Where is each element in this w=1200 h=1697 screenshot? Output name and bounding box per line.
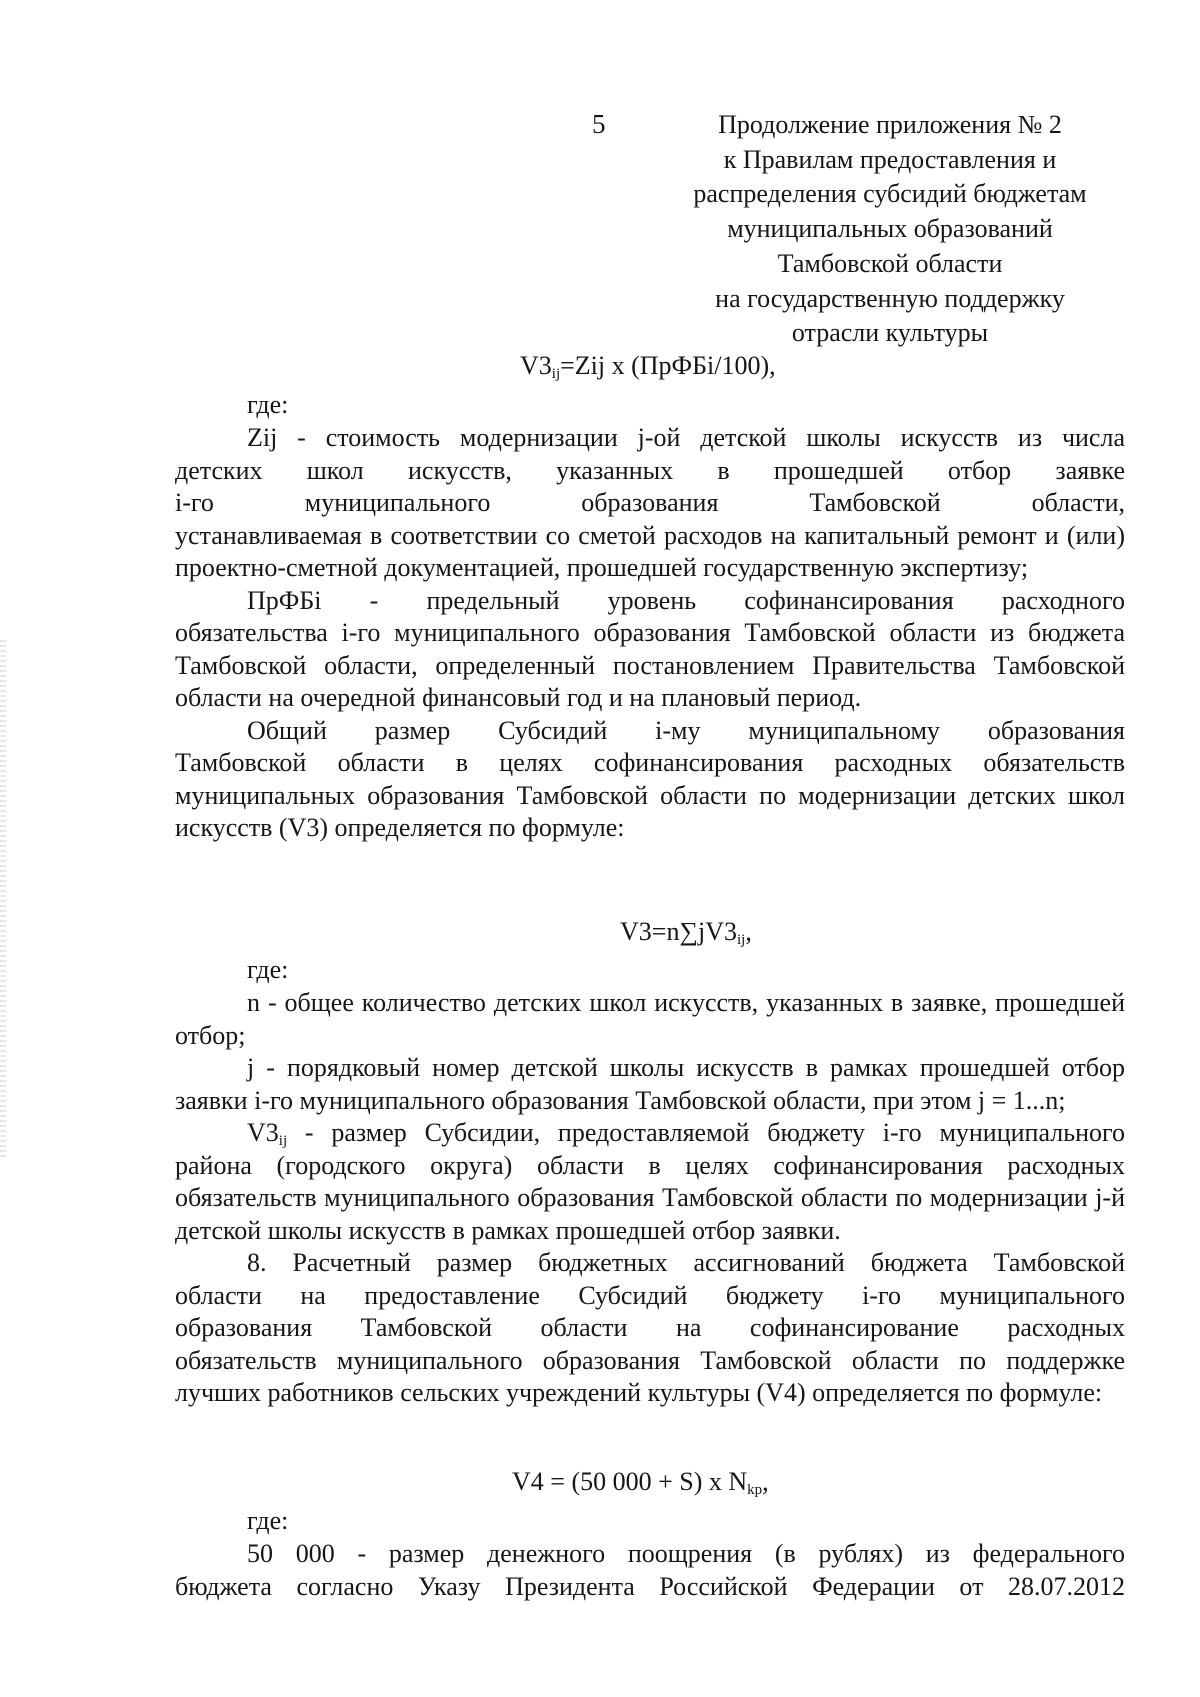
v3ij-subscript: ij [278,1133,288,1149]
zij-definition-line: Zij - стоимость модернизации j-ой детской школы искусств из числа [247,423,1125,452]
formula-v4-text: V4 = (50 000 + S) x N [512,1467,748,1496]
annex-header-line: отрасли культуры [791,318,989,348]
j-definition: j - порядковый номер детской школы искусств в рамках прошедшей отбор заявки i-го муниципального образования Тамбовской области, при этом j = 1...n; [175,1053,1125,1115]
prfbi-definition-line: ПрФБi - предельный уровень софинансирования расходного [247,585,1125,615]
definitions-block-1 [175,422,1125,845]
scan-edge-artifact [0,640,6,1160]
formula-v3-tail: , [745,917,752,946]
item-8-line: области на предоставление Субсидий бюджету i-го муниципального [175,1280,1125,1310]
item-8-line: 8. Расчетный размер бюджетных ассигнований бюджета Тамбовской [247,1248,1125,1277]
v3ij-definition [175,1117,1125,1247]
formula-lhs: V3 [520,351,552,380]
total-subsidy-rest: Тамбовской области в целях софинансирования расходных обязательств муниципальных образования Тамбовской области по модернизации детских школ искусств (V3) определяется по формуле: [175,748,1125,842]
bonus-definition-line: 50 000 - размер денежного поощрения (в рублях) из федерального [247,1539,1125,1568]
definitions-block-2 [175,987,1125,1410]
item-8-line: образования Тамбовской области на софинансирование расходных [175,1313,1125,1342]
v3ij-label: V3 [247,1118,279,1147]
where-label: где: [247,390,289,419]
annex-header-line: муниципальных образований [727,214,1053,244]
formula-v4 [512,1466,769,1498]
annex-header-line: Продолжение приложения № 2 [718,110,1062,139]
formula-v3 [620,916,752,948]
formula-lhs-subscript: ij [551,366,561,382]
bonus-definition-line: бюджета согласно Указу Президента Российской Федерации от 28.07.2012 [175,1571,1125,1601]
zij-definition-rest: устанавливаемая в соответствии со сметой расходов на капитальный ремонт и (или) проектно-сметной документацией, прошедшей государственную экспертизу; [175,520,1125,582]
item-8-rest: обязательств муниципального образования Тамбовской области по поддержке лучших работников сельских учреждений культуры (V4) определяется по формуле: [175,1345,1125,1407]
annex-header [660,108,1120,351]
formula-v4-subscript: kp [747,1482,763,1498]
n-definition: n - общее количество детских школ искусств, указанных в заявке, прошедшей отбор; [175,988,1125,1050]
zij-definition-line: i-го муниципального образования Тамбовской области, [175,488,1125,517]
annex-header-line: к Правилам предоставления и [723,144,1057,174]
where-label: где: [247,955,289,984]
definitions-block-3 [175,1538,1125,1603]
v3ij-text: - размер Субсидии, предоставляемой бюджету i-го муниципального района (городского округа) области в целях софинансирования расходных обязательств муниципального образования Тамбовской области по модернизации j-й детской школы искусств в рамках прошедшей отбор заявки. [175,1118,1125,1245]
formula-v3-subscript: ij [736,932,746,948]
annex-header-line: на государственную поддержку [715,283,1065,313]
prfbi-definition-rest: обязательства i-го муниципального образования Тамбовской области из бюджета Тамбовской области, определенный постановлением Правительства Тамбовской области на очередной финансовый год и на плановый период. [175,618,1125,712]
where-label: где: [247,1506,289,1535]
formula-v4-tail: , [762,1467,769,1496]
annex-header-line: Тамбовской области [777,248,1003,278]
formula-rhs: =Zij x (ПрФБi/100), [560,351,776,380]
zij-definition-line: детских школ искусств, указанных в прошедшей отбор заявке [175,455,1125,485]
page-number: 5 [592,109,606,139]
formula-v3-text: V3=n∑jV3 [620,917,737,946]
formula-v3ij [520,350,776,382]
total-subsidy-line: Общий размер Субсидий i-му муниципальному образования [247,715,1125,745]
annex-header-line: распределения субсидий бюджетам [693,179,1087,209]
